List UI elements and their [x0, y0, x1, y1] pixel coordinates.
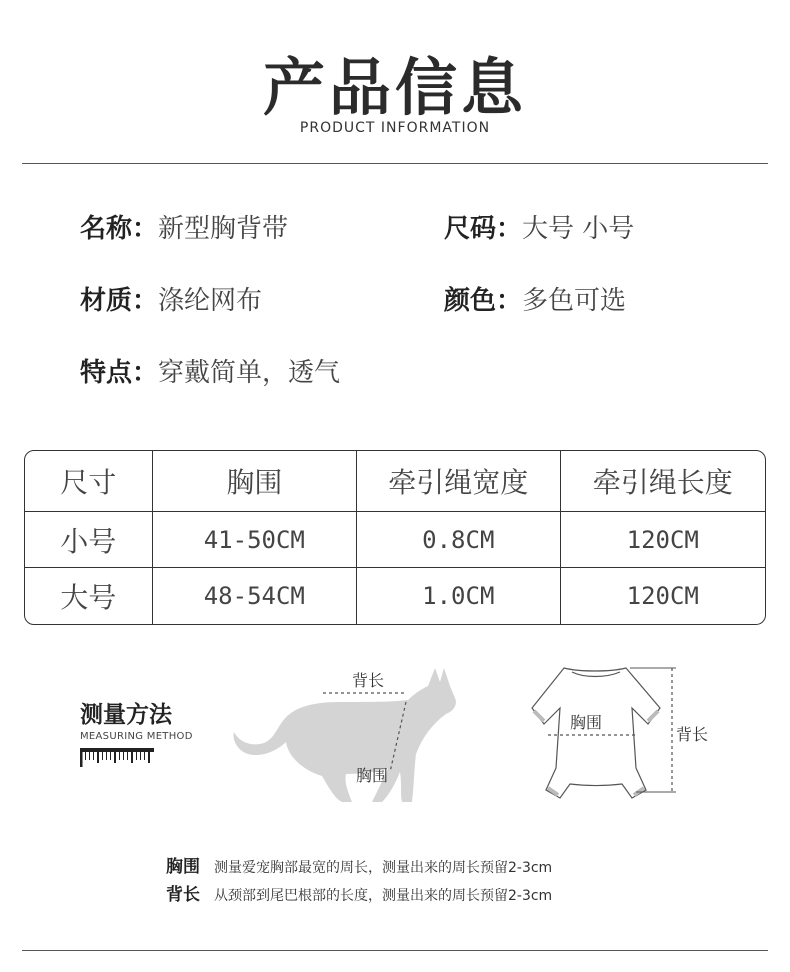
ruler-icon — [80, 748, 154, 768]
info-color-key: 颜色： — [444, 286, 523, 316]
note-chest-key: 胸围 — [166, 857, 200, 877]
info-size — [444, 208, 634, 245]
table-cell: 大号 — [25, 568, 153, 624]
shirt-chest-label: 胸围 — [570, 713, 603, 732]
table-header-cell: 胸围 — [153, 451, 357, 512]
top-divider — [22, 163, 768, 164]
table-cell: 小号 — [25, 512, 153, 568]
table-row — [25, 568, 765, 624]
table-cell: 41-50CM — [153, 512, 357, 568]
table-cell: 1.0CM — [357, 568, 560, 624]
info-material-value: 涤纶网布 — [158, 286, 263, 316]
note-chest — [166, 852, 552, 877]
cat-silhouette-icon — [230, 660, 470, 810]
table-cell: 120CM — [561, 512, 765, 568]
page-subtitle: PRODUCT INFORMATION — [299, 120, 491, 136]
page-title: 产品信息 — [262, 51, 527, 124]
info-feature-value: 穿戴简单，透气 — [158, 358, 341, 388]
info-material-key: 材质： — [80, 286, 159, 316]
info-color — [444, 280, 626, 317]
table-row — [25, 512, 765, 568]
table-header-row — [25, 451, 765, 512]
table-header-cell: 尺寸 — [25, 451, 153, 512]
info-feature-key: 特点： — [80, 358, 159, 388]
bottom-divider — [22, 950, 768, 951]
note-back — [166, 880, 552, 905]
measure-title: 测量方法 — [80, 702, 172, 728]
size-table — [24, 450, 766, 625]
table-cell: 120CM — [626, 582, 699, 610]
info-name-value: 新型胸背带 — [158, 214, 289, 244]
info-size-key: 尺码： — [444, 214, 523, 244]
note-back-key: 背长 — [166, 885, 200, 905]
info-color-value: 多色可选 — [522, 286, 627, 316]
measure-subtitle: MEASURING METHOD — [80, 731, 193, 742]
info-feature — [80, 352, 340, 389]
shirt-back-label: 背长 — [676, 725, 709, 744]
table-header-cell: 牵引绳宽度 — [357, 451, 560, 512]
info-material — [80, 280, 262, 317]
info-name-key: 名称： — [80, 214, 159, 244]
cat-back-label: 背长 — [352, 671, 385, 690]
info-name — [80, 208, 288, 245]
cat-chest-label: 胸围 — [356, 766, 389, 785]
table-header-cell: 牵引绳长度 — [561, 451, 765, 512]
info-size-value: 大号 小号 — [522, 214, 635, 244]
note-chest-text: 测量爱宠胸部最宽的周长，测量出来的周长预留2-3cm — [214, 860, 553, 876]
table-cell: 0.8CM — [357, 512, 560, 568]
note-back-text: 从颈部到尾巴根部的长度，测量出来的周长预留2-3cm — [214, 888, 553, 904]
table-cell: 48-54CM — [153, 568, 357, 624]
